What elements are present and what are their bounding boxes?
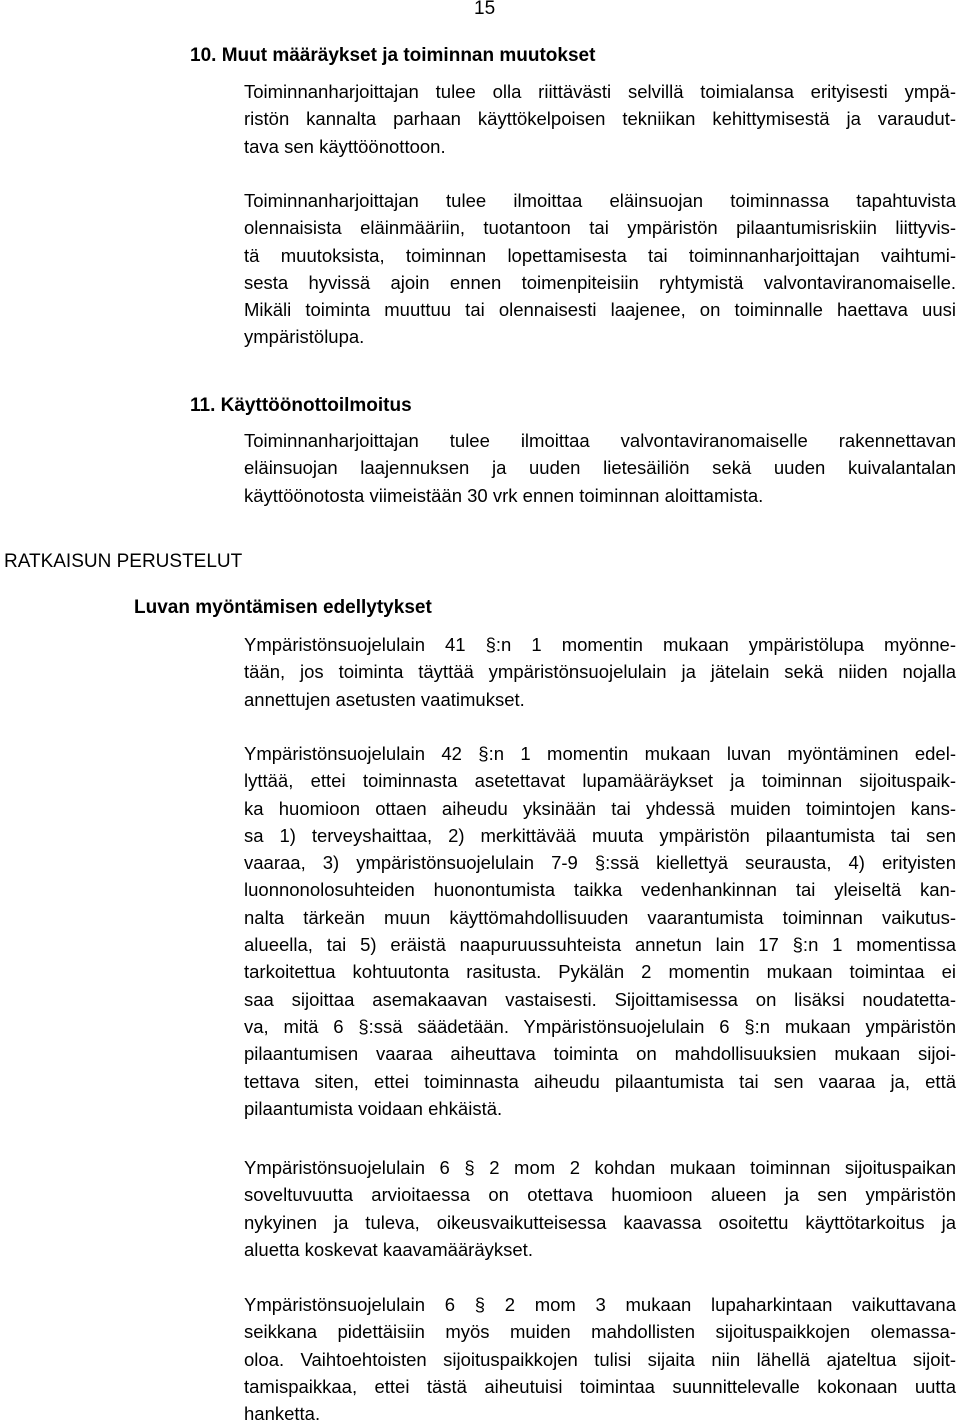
text-line: pilaantumista voidaan ehkäistä.: [244, 1097, 503, 1119]
section-10-heading: 10. Muut määräykset ja toiminnan muutokset: [190, 45, 596, 66]
text-line: hanketta.: [244, 1403, 321, 1425]
text-line: nalta tärkeän muun käyttömahdollisuuden vaarantumista toiminnan vaikutus-: [244, 906, 956, 928]
section-11-heading: 11. Käyttöönottoilmoitus: [190, 395, 412, 416]
text-line: tä muutoksista, toiminnan lopettamisesta tai toiminnanharjoittajan vaihtumi-: [244, 244, 956, 266]
perustelut-paragraph-3: [244, 1154, 956, 1263]
text-line: Toiminnanharjoittajan tulee olla riittävästi selvillä toimialansa erityisesti ympä-: [244, 81, 956, 102]
text-line: Ympäristönsuojelulain 41 §:n 1 momentin mukaan ympäristölupa myönne-: [244, 634, 956, 655]
text-line: tettava siten, ettei toiminnasta aiheudu pilaantumista tai sen vaaraa ja, että: [244, 1070, 956, 1092]
text-line: luonnonolosuhteiden huonontumista taikka vedenhankinnan tai yleiseltä kan-: [244, 879, 956, 901]
text-line: Mikäli toiminta muuttuu tai olennaisesti laajenee, on toiminnalle haettava uusi: [244, 299, 956, 321]
text-line: ka huomioon ottaen aiheudu yksinään tai yhdessä muiden toimintojen kans-: [244, 797, 956, 819]
perustelut-paragraph-2: [244, 740, 956, 1122]
text-line: soveltuvuutta arvioitaessa on otettava huomioon alueen ja sen ympäristön: [244, 1184, 956, 1206]
text-line: saa sijoittaa asemakaavan vastaisesti. Sijoittamisessa on lisäksi noudatetta-: [244, 988, 956, 1010]
text-line: tamispaikkaa, ettei tästä aiheutuisi toimintaa suunnittelevalle kokonaan uutta: [244, 1375, 956, 1397]
text-line: eläinsuojan laajennuksen ja uuden lietesäiliön sekä uuden kuivalantalan: [244, 457, 956, 479]
section-10-paragraph-2: [244, 187, 956, 351]
luvan-myontamisen-edellytykset-heading: Luvan myöntämisen edellytykset: [134, 597, 432, 618]
text-line: aluetta koskevat kaavamääräykset.: [244, 1238, 533, 1260]
page-number: 15: [474, 0, 496, 19]
text-line: Toiminnanharjoittajan tulee ilmoittaa valvontaviranomaiselle rakennettavan: [244, 430, 956, 451]
ratkaisun-perustelut-heading: RATKAISUN PERUSTELUT: [4, 551, 243, 572]
text-line: olennaisista eläinmääriin, tuotantoon tai ympäristön pilaantumisriskiin liittyvis-: [244, 217, 956, 239]
text-line: Toiminnanharjoittajan tulee ilmoittaa eläinsuojan toiminnassa tapahtuvista: [244, 190, 956, 211]
text-line: sesta hyvissä ajoin ennen toimenpiteisiin ryhtymistä valvontaviranomaiselle.: [244, 271, 956, 293]
text-line: lyttää, ettei toiminnasta asetettavat lupamääräykset ja toiminnan sijoituspaik-: [244, 770, 956, 792]
text-line: Ympäristönsuojelulain 6 § 2 mom 2 kohdan mukaan toiminnan sijoituspaikan: [244, 1157, 956, 1178]
text-line: Ympäristönsuojelulain 6 § 2 mom 3 mukaan lupaharkintaan vaikuttavana: [244, 1294, 956, 1315]
text-line: tään, jos toiminta täyttää ympäristönsuojelulain ja jätelain sekä niiden nojalla: [244, 661, 956, 683]
text-line: Ympäristönsuojelulain 42 §:n 1 momentin mukaan luvan myöntäminen edel-: [244, 743, 956, 764]
text-line: seikkana pidettäisiin myös muiden mahdollisten sijoituspaikkojen olemassa-: [244, 1321, 956, 1343]
text-line: ristön kannalta parhaan käyttökelpoisen tekniikan kehittymisestä ja varaudut-: [244, 108, 956, 130]
section-11-paragraph-1: [244, 427, 956, 509]
text-line: annettujen asetusten vaatimukset.: [244, 688, 525, 710]
text-line: vaaraa, 3) ympäristönsuojelulain 7-9 §:ssä kiellettyä seurausta, 4) erityisten: [244, 852, 956, 874]
text-line: nykyinen ja tuleva, oikeusvaikutteisessa kaavassa osoitettu käyttötarkoitus ja: [244, 1211, 956, 1233]
text-line: va, mitä 6 §:ssä säädetään. Ympäristönsuojelulain 6 §:n mukaan ympäristön: [244, 1015, 956, 1037]
text-line: käyttöönotosta viimeistään 30 vrk ennen toiminnan aloittamista.: [244, 484, 764, 506]
perustelut-paragraph-4: [244, 1291, 956, 1427]
text-line: tava sen käyttöönottoon.: [244, 135, 446, 157]
text-line: ympäristölupa.: [244, 326, 365, 348]
text-line: alueella, tai 5) eräistä naapuruussuhteista annetun lain 17 §:n 1 momentissa: [244, 934, 956, 956]
text-line: sa 1) terveyshaittaa, 2) merkittävää muuta ympäristön pilaantumista tai sen: [244, 824, 956, 846]
section-10-paragraph-1: [244, 78, 956, 160]
text-line: oloa. Vaihtoehtoisten sijoituspaikkojen tulisi sijaita niin lähellä ajateltua sijoit-: [244, 1348, 956, 1370]
text-line: tarkoitettua kohtuutonta rasitusta. Pykälän 2 momentin mukaan toimintaa ei: [244, 961, 956, 983]
perustelut-paragraph-1: [244, 631, 956, 713]
text-line: pilaantumisen vaaraa aiheuttava toiminta on mahdollisuuksien mukaan sijoi-: [244, 1043, 956, 1065]
